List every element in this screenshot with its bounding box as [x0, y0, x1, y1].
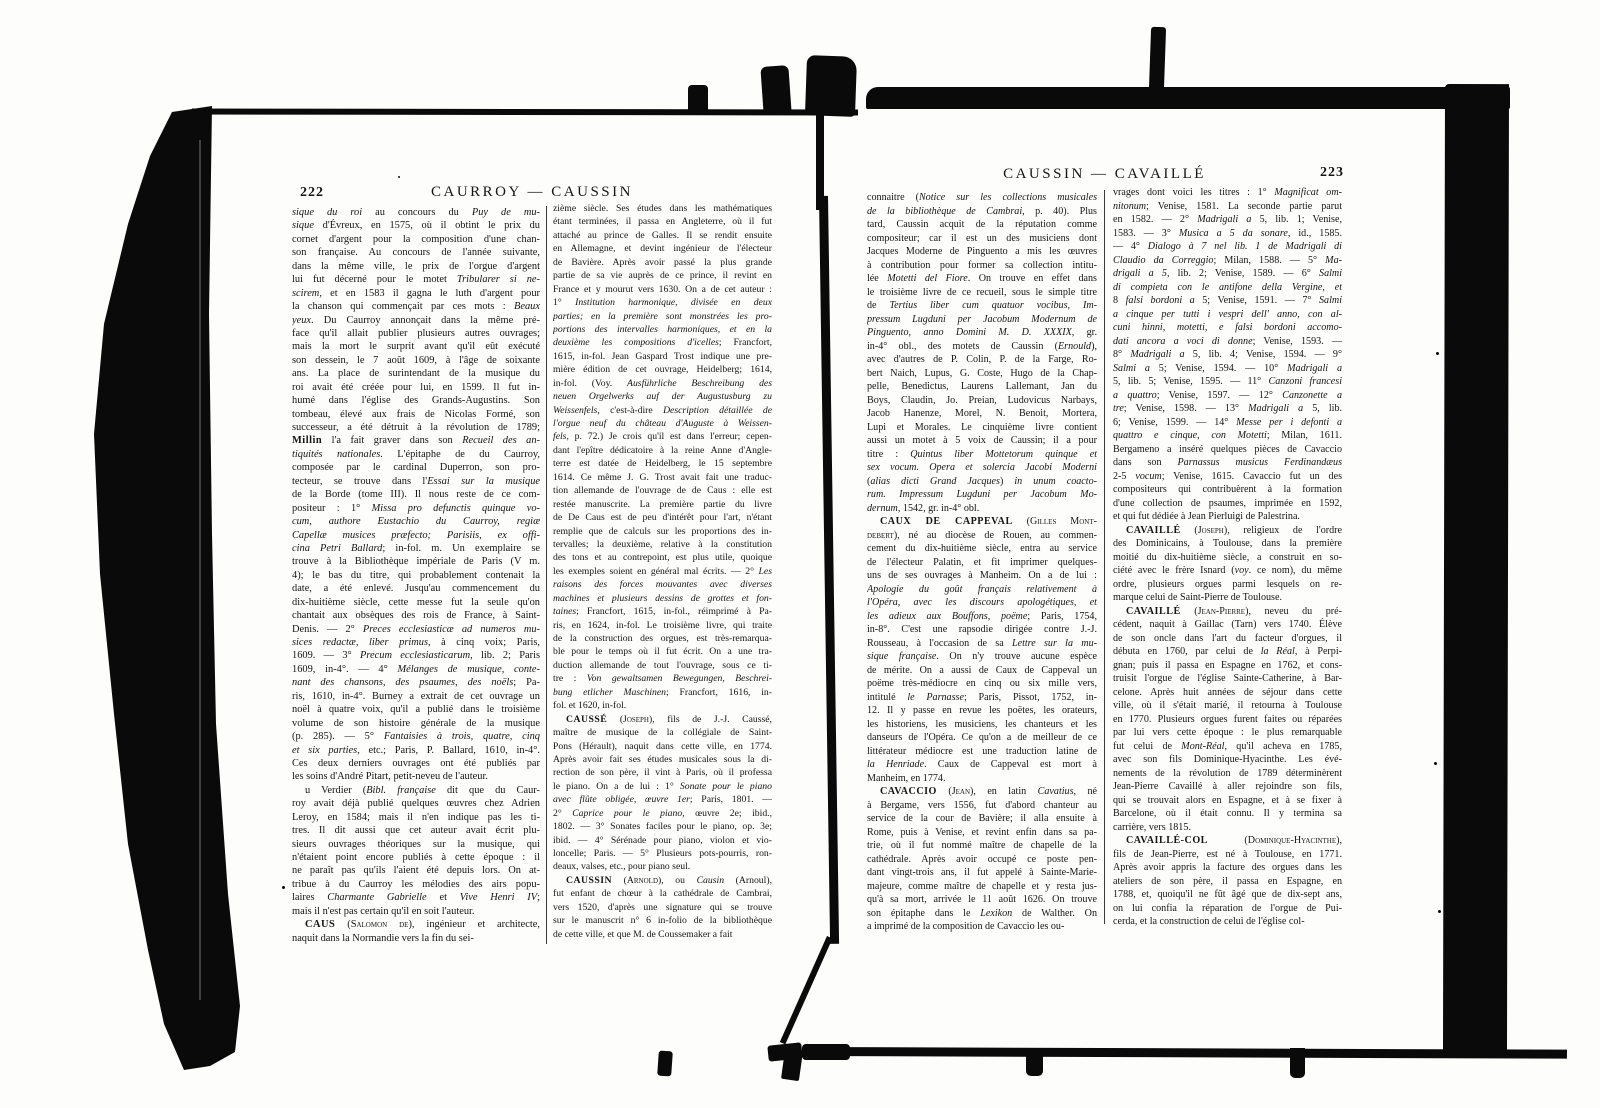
text-line: débuta en 1760, par celui de la Réal, à Perpi-	[1113, 646, 1342, 657]
text-line: Manheim, en 1774.	[867, 772, 946, 784]
text-line: positeur : 1° Missa pro defunctis quinque vo-	[292, 502, 540, 514]
scan-artifact-bottom-bar	[805, 1047, 1567, 1059]
text-line: littérateur médiocre est une traduction latine de	[867, 745, 1097, 757]
text-line: CAUX DE CAPPEVAL (Gilles Mont-	[880, 516, 1097, 527]
text-line: sex vocum. Opera et solercia Jacobi Moderni	[867, 462, 1097, 473]
text-line: face qu'il allait publier plusieurs autres ouvrages;	[292, 327, 540, 339]
text-line: Apologie du goût français relativement à	[867, 583, 1097, 595]
text-line: le piano. On a de lui : 1° Sonate pour le piano	[553, 780, 772, 792]
text-line: partie de sa vie auprès de ce prince, il revint en	[553, 270, 772, 282]
text-line: cina Petri Ballard; in-fol. m. Un exemplaire se	[292, 542, 540, 554]
text-line: attaché au prince de Galles. Il se rendit ensuite	[553, 229, 772, 241]
text-line: Barcelone, où il était connu. Il y termina sa	[1113, 808, 1342, 819]
text-line: dati ancora a voci di donne; Venise, 1593. —	[1113, 335, 1342, 347]
text-line: cathédrale. Après avoir occupé ce poste pen-	[867, 853, 1097, 865]
text-line: CAUSSÉ (Joseph), fils de J.-J. Caussé,	[566, 713, 772, 725]
text-line: la chanson qui commençait par ces mots : Beaux	[292, 301, 540, 313]
text-line: sique du roi au concours du Puy de mu-	[292, 207, 540, 218]
text-line: rection de son père, il vint à Paris, où il professa	[553, 767, 772, 779]
text-line: à Bergame, vers 1556, fut d'abord chanteur au	[867, 799, 1097, 811]
text-line: compositeur; car il est un des musiciens dont	[867, 232, 1097, 244]
text-line: les historiens, les musiciens, les chanteurs et les	[867, 718, 1097, 730]
text-line: mière édition de cet ouvrage, Heidelberg; 1614,	[553, 364, 772, 376]
text-line: avec flûte obligée, œuvre 1er; Paris, 1801. —	[553, 794, 772, 806]
text-line: chantait aux obsèques des rois de France, à Saint-	[292, 610, 540, 622]
text-line: de cette ville, et que M. de Coussemaker a fait	[553, 928, 733, 940]
text-line: yeux. Du Caurroy annonçait dans la même pré-	[292, 314, 540, 326]
text-line: nant des chansons, des psaumes, des noëls; Pa-	[292, 677, 540, 689]
text-line: le troisième livre de ce recueil, sous le simple titre	[867, 286, 1097, 298]
text-line: fut enfant de chœur à la cathédrale de Cambrai,	[553, 888, 772, 900]
text-line: maître de musique de la collégiale de Saint-	[553, 727, 772, 739]
text-line: avec d'autres de P. Colin, P. de la Farge, Ro-	[867, 354, 1097, 365]
text-line: sices redactæ, liber primus, à cinq voix; Paris,	[292, 637, 540, 648]
text-line: composée par le cardinal Duperron, son pro-	[292, 462, 540, 474]
text-line: 5, lib. 5; Venise, 1595. — 11° Canzoni francesi	[1113, 376, 1342, 387]
text-line: de mérite. On a aussi de Caux de Cappeval un	[867, 664, 1097, 676]
scan-artifact-blob	[781, 1049, 803, 1081]
scan-artifact-gutter-fold-line	[780, 936, 833, 1044]
text-line: poëme très-médiocre en cinq ou six mille vers,	[867, 678, 1097, 689]
text-line: successeur, a été détruit à la révolution de 1789;	[292, 422, 540, 433]
text-line: celone. Après huit années de séjour dans cette	[1113, 686, 1342, 698]
text-line: Boys, Claudin, Jo. Preian, Ludovicus Narbays,	[867, 394, 1097, 406]
text-line: Ces deux derniers ouvrages ont été publiés par	[292, 757, 540, 769]
text-line: volume de son histoire générale de la musique	[292, 717, 540, 729]
text-line: mais il n'est pas certain qu'il en soit l'auteur.	[292, 905, 475, 917]
text-line: nements de la révolution de 1789 déterminèrent	[1113, 767, 1342, 779]
scan-artifact-blob	[805, 55, 857, 117]
text-line: Capellæ musices præfecto; Parisiis, ex offi-	[292, 529, 540, 541]
text-line: Claudio da Correggio; Milan, 1588. — 5° Ma-	[1113, 254, 1342, 266]
text-line: 1° Institution harmonique, divisée en deux	[553, 297, 772, 309]
text-line: Jacob Hanenze, Morel, N. Benoit, Mortera,	[867, 408, 1097, 419]
text-line: a quattro; Venise, 1597. — 12° Canzonette a	[1113, 389, 1342, 401]
text-line: dant l'epître dédicatoire à la reine Anne d'Angle-	[553, 444, 772, 456]
text-line: ciété avec le frère Isnard (voy. ce nom), du même	[1113, 565, 1342, 576]
text-line: tombeau, élevé aux frais de Nicolas Formé, son	[292, 408, 540, 420]
text-line: ris, en 1624, in-fol. Le troisième livre, qui traite	[553, 619, 772, 631]
text-line: ateliers de son père, il passa en Espagne, en	[1113, 875, 1342, 887]
running-header: CAURROY — CAUSSIN	[431, 184, 633, 200]
text-line: CAVACCIO (Jean), en latin Cavatius, né	[880, 786, 1097, 797]
text-line: in-8°. C'est une rapsodie dirigée contre J.-J.	[867, 624, 1097, 635]
text-line: Rousseau, à l'occasion de sa Lettre sur la mu-	[867, 637, 1097, 649]
text-line: date, a été enlevé. Jusqu'au commencement du	[292, 583, 540, 595]
text-line: majeure, comme maître de chapelle et y resta jus-	[867, 880, 1097, 892]
text-line: tre; Venise, 1598. — 13° Madrigali a 5, lib.	[1113, 403, 1342, 414]
text-line: sur le manuscrit n° 6 in-folio de la bibliothèque	[553, 915, 772, 927]
text-line: a imprimé de la composition de Cavaccio les ou-	[867, 921, 1065, 932]
text-line: trie, où il fut nommé maître de chapelle de la	[867, 840, 1097, 851]
text-line: raisons des forces mouvantes avec diverses	[553, 579, 772, 591]
text-line: ordre, plusieurs orgues parmi lesquels on re-	[1113, 578, 1342, 590]
scan-artifact-top-edge-line	[192, 109, 858, 116]
text-line: bert Naich, Lupus, G. Coste, Hugo de la Chap-	[867, 367, 1097, 379]
text-line: vrages dont voici les titres : 1° Magnificat om-	[1113, 187, 1342, 198]
text-line: taines; Francfort, 1615, in-fol., réimprimé à Pa-	[553, 606, 772, 618]
text-line: les soins d'André Pitart, petit-neveu de l'auteur.	[292, 771, 488, 783]
text-line: rum. Impressum Lugduni per Jacobum Mo-	[867, 489, 1097, 500]
text-column	[867, 191, 1097, 934]
text-line: remplie que de calculs sur les proportions des in-	[553, 525, 772, 537]
text-line: son dessein, le 7 août 1609, à l'âge de soixante	[292, 354, 540, 366]
text-column	[553, 202, 772, 941]
text-line: 1609. — 3° Precum ecclesiasticarum, lib. 2; Paris	[292, 650, 540, 662]
scan-artifact-speck	[1434, 762, 1437, 765]
text-line: Pons (Hérault), naquit dans cette ville, en 1774.	[553, 740, 772, 752]
text-line: CAVAILLÉ (Jean-Pierre), neveu du pré-	[1126, 605, 1342, 617]
text-line: de la construction des orgues, est très-remarqua-	[553, 633, 772, 644]
text-line: scirem, et en 1583 il gagna le luth d'argent pour	[292, 287, 540, 299]
text-line: Lupi et Morales. Le cinquième livre contient	[867, 421, 1097, 433]
text-line: Rome, puis à Venise, et revint enfin dans sa pa-	[867, 826, 1097, 838]
text-line: marque celui de Saint-Pierre de Toulouse.	[1113, 592, 1282, 603]
text-line: tres. Il dit aussi que cet auteur avait écrit plu-	[292, 825, 540, 837]
text-line: pelle, Benedictus, Laurens Lallemant, Jan du	[867, 381, 1097, 392]
text-line: par lui vers cette époque : le plus remarquable	[1113, 727, 1342, 738]
text-line: 2-5 vocum; Venise, 1615. Cavaccio fut un des	[1113, 470, 1342, 482]
text-line: uns de ses ouvrages à Manheim. On a de lui :	[867, 570, 1097, 581]
text-line: 1615, in-fol. Jean Gaspard Trost indique une pre-	[553, 350, 772, 362]
text-line: de Tertius liber cum quatuor vocibus, Im-	[867, 300, 1097, 311]
scan-artifact-speck	[1438, 910, 1441, 913]
text-line: CAVAILLÉ-COL (Dominique-Hyacinthe),	[1126, 835, 1342, 846]
text-line: fol. et 1620, in-fol.	[553, 700, 627, 712]
scan-artifact-blob	[688, 85, 708, 113]
text-line: de la bibliothèque de Cambrai, p. 40). Plus	[867, 205, 1097, 217]
text-line: tervalles; la deuxième, relative à la constitution	[553, 538, 772, 550]
text-line: de l'électeur Palatin, et fit imprimer quelques-	[867, 556, 1097, 568]
text-line: noël à quatre voix, qu'il a publié dans le troisième	[292, 704, 540, 716]
text-line: de Bavière. Après avoir passé la plus grande	[553, 256, 772, 268]
text-line: in-fol. (Voy. Ausführliche Beschreibung des	[553, 377, 772, 389]
text-line: ris, 1610, in-4°. Burney a extrait de cet ouvrage un	[292, 690, 540, 702]
text-line: fels, p. 72.) Je crois qu'il est dans l'erreur; cepen-	[553, 431, 772, 443]
text-line: cuni hinni, motetti, e falsi bordoni accomo-	[1113, 322, 1342, 333]
text-line: vers 1520, d'après une signature qui se trouve	[553, 901, 772, 913]
text-line: tion allemande de l'ouvrage de de Caus : elle est	[553, 485, 772, 497]
text-line: bung etlicher Maschinen; Francfort, 1616, in-	[553, 686, 772, 698]
text-line: truisit l'orgue de l'église Sainte-Catherine, à Bar-	[1113, 673, 1342, 684]
text-line: loncelle; Paris. — 5° Plusieurs pots-pourris, ron-	[553, 848, 772, 859]
scan-artifact-gutter-fold-line	[819, 196, 839, 944]
text-line: Après avoir fait ses études musicales sous la di-	[553, 753, 772, 765]
text-line: l'Opéra, avec les discours apologétiques, et	[867, 597, 1097, 608]
text-line: la Henriade. Caux de Cappeval est mort à	[867, 759, 1097, 770]
page-number: 222	[300, 185, 324, 200]
text-line: titre : Quintus liber Mottetorum quinque et	[867, 448, 1097, 460]
scan-artifact-page-edge-slit	[199, 140, 201, 1000]
text-line: son française. Au concours de l'année suivante,	[292, 247, 540, 259]
text-line: Jean-Pierre Cavaillé à aller rejoindre son fils,	[1113, 781, 1342, 792]
text-line: qu'à sa mort, arrivée le 11 août 1626. On trouve	[867, 894, 1097, 905]
text-line: Pinguento, anno Domini M. D. XXXIX, gr.	[867, 327, 1097, 338]
text-line: di compieta con le antifone della Vergine, et	[1113, 281, 1342, 293]
text-line: les exemples soient en général mal écrits. — 2° Les	[553, 565, 772, 577]
text-line: duction allemande de tout l'ouvrage, sous ce ti-	[553, 659, 772, 671]
text-line: Bergameno a inséré quelques pièces de Cavaccio	[1113, 443, 1342, 455]
text-line: 8° Madrigali a 5, lib. 4; Venise, 1594. — 9°	[1113, 349, 1342, 360]
text-line: moitié du dix-huitième siècle, a construit en so-	[1113, 551, 1342, 563]
text-line: aussi un motet à 5 voix de Caussin; il a pour	[867, 435, 1097, 446]
text-line: roy avait déjà publié quelques œuvres chez Adrien	[292, 798, 540, 810]
text-line: intitulé le Parnasse; Paris, Pissot, 1752, in-	[867, 691, 1097, 703]
text-line: Millin l'a fait graver dans son Recueil des an-	[292, 435, 540, 447]
text-line: Denis. — 2° Preces ecclesiasticæ ad numeros mu-	[292, 623, 540, 635]
text-line: naquit dans la Normandie vers la fin du sei-	[292, 932, 474, 944]
text-line: et six parties, etc.; Paris, P. Ballard, 1610, in-4°.	[292, 744, 540, 756]
text-line: portions des intervalles harmoniques, et en la	[553, 323, 772, 335]
text-line: 12. Il y passe en revue les poëtes, les orateurs,	[867, 705, 1097, 716]
text-line: 1583. — 3° Musica a 5 da sonare, id., 1585.	[1113, 227, 1342, 239]
text-line: tre : Von gewaltsamen Bewegungen, Beschrei-	[553, 673, 772, 685]
text-line: en 1770. Plusieurs orgues furent faites ou réparées	[1113, 713, 1342, 725]
text-line: 4); le bas du titre, qui probablement contenait la	[292, 569, 540, 581]
text-line: u Verdier (Bibl. française dit que du Caur-	[305, 784, 540, 796]
text-line: roi avait été créée pour lui, en 1599. Il fut in-	[292, 381, 540, 393]
running-header: CAUSSIN — CAVAILLÉ	[1003, 166, 1206, 182]
text-line: son épitaphe dans le Lexikon de Walther. On	[867, 907, 1097, 919]
text-line: d'une collection de psaumes, imprimée en 1592,	[1113, 497, 1342, 509]
text-line: 6; Venise, 1599. — 14° Messe per i defonti a	[1113, 416, 1342, 428]
text-line: tribue à du Caurroy les mélodies des airs popu-	[292, 878, 540, 890]
text-line: lée Motetti del Fiore. On trouve en effet dans	[867, 273, 1097, 284]
column-divider-rule	[1104, 190, 1105, 924]
text-line: CAUSSIN (Arnold), ou Causin (Arnoul),	[566, 874, 772, 886]
text-line: gnan; puis il passa en Espagne en 1762, et cons-	[1113, 659, 1342, 671]
text-line: de la Borde (tome III). Il nous reste de ce com-	[292, 489, 540, 501]
text-line: ans. La place de surintendant de la musique du	[292, 368, 540, 380]
text-line: nitonum; Venise, 1581. La seconde partie parut	[1113, 200, 1342, 212]
text-line: tecteur, se trouve dans l'Essai sur la musique	[292, 475, 540, 487]
text-line: ville, où il s'était marié, il retourna à Toulouse	[1113, 700, 1342, 711]
text-line: 2° Caprice pour le piano, œuvre 2e; ibid.,	[553, 807, 772, 819]
text-line: dernum, 1542, gr. in-4° obl.	[867, 502, 980, 514]
text-line: 1802. — 3° Sonates faciles pour le piano, op. 3e;	[553, 821, 772, 833]
text-line: tard, Caussin acquit de la réputation comme	[867, 219, 1097, 230]
text-line: quattro e cinque, con Motetti; Milan, 1611.	[1113, 430, 1342, 441]
scan-artifact-speck	[398, 176, 400, 178]
scan-artifact-blob	[657, 1051, 673, 1077]
text-line: dans la même ville, le prix de l'orgue d'argent	[292, 260, 540, 272]
page-number: 223	[1320, 165, 1344, 180]
text-line: sieurs ouvrages théoriques sur la musique, qui	[292, 838, 540, 850]
scan-artifact-top-right-bar	[866, 87, 1510, 109]
scan-artifact-right-band	[1443, 84, 1509, 1052]
text-line: France et y mourut vers 1630. On a de cet auteur :	[553, 283, 772, 295]
text-line: en 1582. — 2° Madrigali a 5, lib. 1; Venise,	[1113, 214, 1342, 225]
text-line: 1788, et, quoiqu'il ne fût âgé que de dix-sept ans,	[1113, 889, 1342, 900]
text-line: cerda, et la construction de celui de l'église col-	[1113, 916, 1305, 927]
text-line: n'étaient point encore publiés à cette époque : il	[292, 852, 540, 863]
text-line: cornet d'argent pour la composition d'une chan-	[292, 233, 540, 245]
text-line: avec son fils Dominique-Hyacinthe. Les évé-	[1113, 754, 1342, 765]
text-line: cement du dix-huitième siècle, entra au service	[867, 543, 1097, 554]
text-line: en Allemagne, et devint ingénieur de l'électeur	[553, 243, 772, 255]
text-line: cédent, naquit à Gaillac (Tarn) vers 1740. Élève	[1113, 619, 1342, 630]
text-line: mais la mort le surprit avant qu'il eût exécuté	[292, 341, 540, 353]
text-line: cum, authore Eustachio du Caurroy, regiæ	[292, 516, 540, 528]
text-line: des Dominicains, à Toulouse, dans la première	[1113, 538, 1342, 549]
text-line: dix-huitième siècle, cette messe fut la seule qu'on	[292, 596, 540, 608]
text-line: in-4° obl., des motets de Caussin (Ernould),	[867, 340, 1097, 352]
text-line: (p. 285). — 5° Fantaisies à trois, quatre, cinq	[292, 731, 540, 743]
scan-artifact-speck	[282, 886, 285, 889]
text-line: CAVAILLÉ (Joseph), religieux de l'ordre	[1126, 524, 1342, 536]
text-line: Salmi a 5; Venise, 1594. — 10° Madrigali a	[1113, 362, 1342, 374]
scan-artifact-blob	[1290, 1048, 1305, 1078]
text-line: (alias dicti Grand Jacques) in unum coacto-	[867, 475, 1097, 487]
text-line: compositeurs qui contribuèrent à la formation	[1113, 484, 1342, 495]
text-line: connaitre (Notice sur les collections musicales	[867, 192, 1097, 203]
text-line: — 4° Dialogo à 7 nel lib. 1 de Madrigali di	[1113, 241, 1342, 252]
text-line: on lui confia la réparation de l'orgue de Pui-	[1113, 902, 1342, 914]
text-line: terre est datée de Heidelberg, le 15 septembre	[553, 458, 772, 470]
text-line: drigali a 5, lib. 2; Venise, 1589. — 6° Salmi	[1113, 268, 1342, 279]
text-line: les adieux aux Bouffons, poëme; Paris, 1754,	[867, 610, 1097, 622]
text-line: Jacques Moderne de Pinguento a mis les œuvres	[867, 246, 1097, 257]
scan-artifact-blob	[1026, 1048, 1043, 1076]
text-line: dans son Parnassus musicus Ferdinandæus	[1113, 457, 1342, 468]
text-line: a cinque per tutti i vespri dell' anno, con al-	[1113, 308, 1342, 320]
text-line: parties; en la première sont monstrées les pro-	[553, 310, 772, 322]
text-line: étant terminées, il passa en Angleterre, où il fut	[553, 216, 772, 228]
text-line: et qui fut dédiée à Jean Pierluigi de Palestrina.	[1113, 511, 1300, 522]
text-line: trouve à la Bibliothèque impériale de Paris (V m.	[292, 556, 540, 568]
scan-artifact-blob	[760, 65, 791, 115]
text-line: sique française. On n'y trouve aucune espèce	[867, 651, 1097, 662]
text-line: neuen Orgelwerks auf der Augustusburg zu	[553, 391, 772, 403]
text-line: deuxième les compositions d'icelles; Francfort,	[553, 337, 772, 349]
text-line: ble pour le temps où il fut écrit. On a une tra-	[553, 646, 772, 658]
text-line: service de la cour de Bavière; il alla ensuite à	[867, 813, 1097, 824]
text-line: tiquités nationales. L'épitaphe de du Caurroy,	[292, 448, 540, 460]
text-line: deaux, valses, etc., pour piano seul.	[553, 861, 691, 873]
text-line: 8 falsi bordoni a 5; Venise, 1591. — 7° Salmi	[1113, 295, 1342, 306]
text-line: Weissenfels, c'est-à-dire Description détaillée de	[553, 404, 772, 416]
text-line: fut celui de Mont-Réal, qu'il acheva en 1785,	[1113, 740, 1342, 752]
scan-artifact-blob	[802, 1044, 850, 1060]
text-line: qui se trouvait alors en Espagne, et à se fixer à	[1113, 794, 1342, 806]
text-line: ne paraît pas qu'ils l'aient été depuis lors. On at-	[292, 865, 540, 877]
text-line: pressum Lugduni per Jacobum Modernum de	[867, 313, 1097, 325]
text-line: debert), né au diocèse de Rouen, au commen-	[867, 529, 1097, 541]
text-line: fils de Jean-Pierre, est né à Toulouse, en 1771.	[1113, 848, 1342, 860]
text-line: restée manuscrite. La première partie du livre	[553, 498, 772, 510]
column-divider-rule	[546, 206, 547, 944]
text-line: humé dans l'église des Grands-Augustins. Son	[292, 395, 540, 407]
text-column	[292, 206, 540, 945]
scan-artifact-tick	[1149, 27, 1166, 91]
text-line: machines et plusieurs dessins de grottes et fon-	[553, 592, 772, 604]
text-line: de De Caus est de peu d'intérêt pour l'art, n'étant	[553, 512, 772, 524]
text-line: 1609, in-4°. — 4° Mélanges de musique, conte-	[292, 663, 540, 675]
text-line: Leroy, en 1584; mais il n'en indique pas les ti-	[292, 811, 540, 823]
text-line: danseurs de l'Opéra. Ce qu'on a de meilleur de ce	[867, 732, 1097, 743]
text-line: l'orgue neuf du château d'Auguste à Weissen-	[553, 418, 772, 429]
scan-artifact-left-band	[88, 104, 250, 1090]
text-line: des tons et au contrepoint, est plus utile, quoique	[553, 552, 772, 564]
text-line: de son oncle dans l'art du facteur d'orgues, il	[1113, 632, 1342, 644]
text-line: sique d'Évreux, en 1575, où il obtint le prix du	[292, 220, 540, 232]
text-line: Après avoir appris la facture des orgues dans les	[1113, 862, 1342, 873]
text-line: zième siècle. Ses études dans les mathématiques	[553, 203, 772, 214]
text-line: à contribution pour former sa collection intitu-	[867, 259, 1097, 271]
text-line: dant vingt-trois ans, il fut appelé à Sainte-Marie-	[867, 867, 1097, 878]
text-column	[1113, 186, 1342, 929]
text-line: ibid. — 4° Sérénade pour piano, violon et vio-	[553, 834, 772, 846]
text-line: 1614. Ce même J. G. Trost avait fait une traduc-	[553, 471, 772, 483]
scan-artifact-speck	[1436, 352, 1439, 355]
text-line: lui fut décerné pour le motet Tribularer si ne-	[292, 274, 540, 286]
text-line: CAUS (Salomon de), ingénieur et architecte,	[305, 919, 540, 931]
text-line: laires Charmante Gabrielle et Vive Henri IV;	[292, 892, 540, 904]
text-line: carrière, vers 1815.	[1113, 821, 1191, 833]
